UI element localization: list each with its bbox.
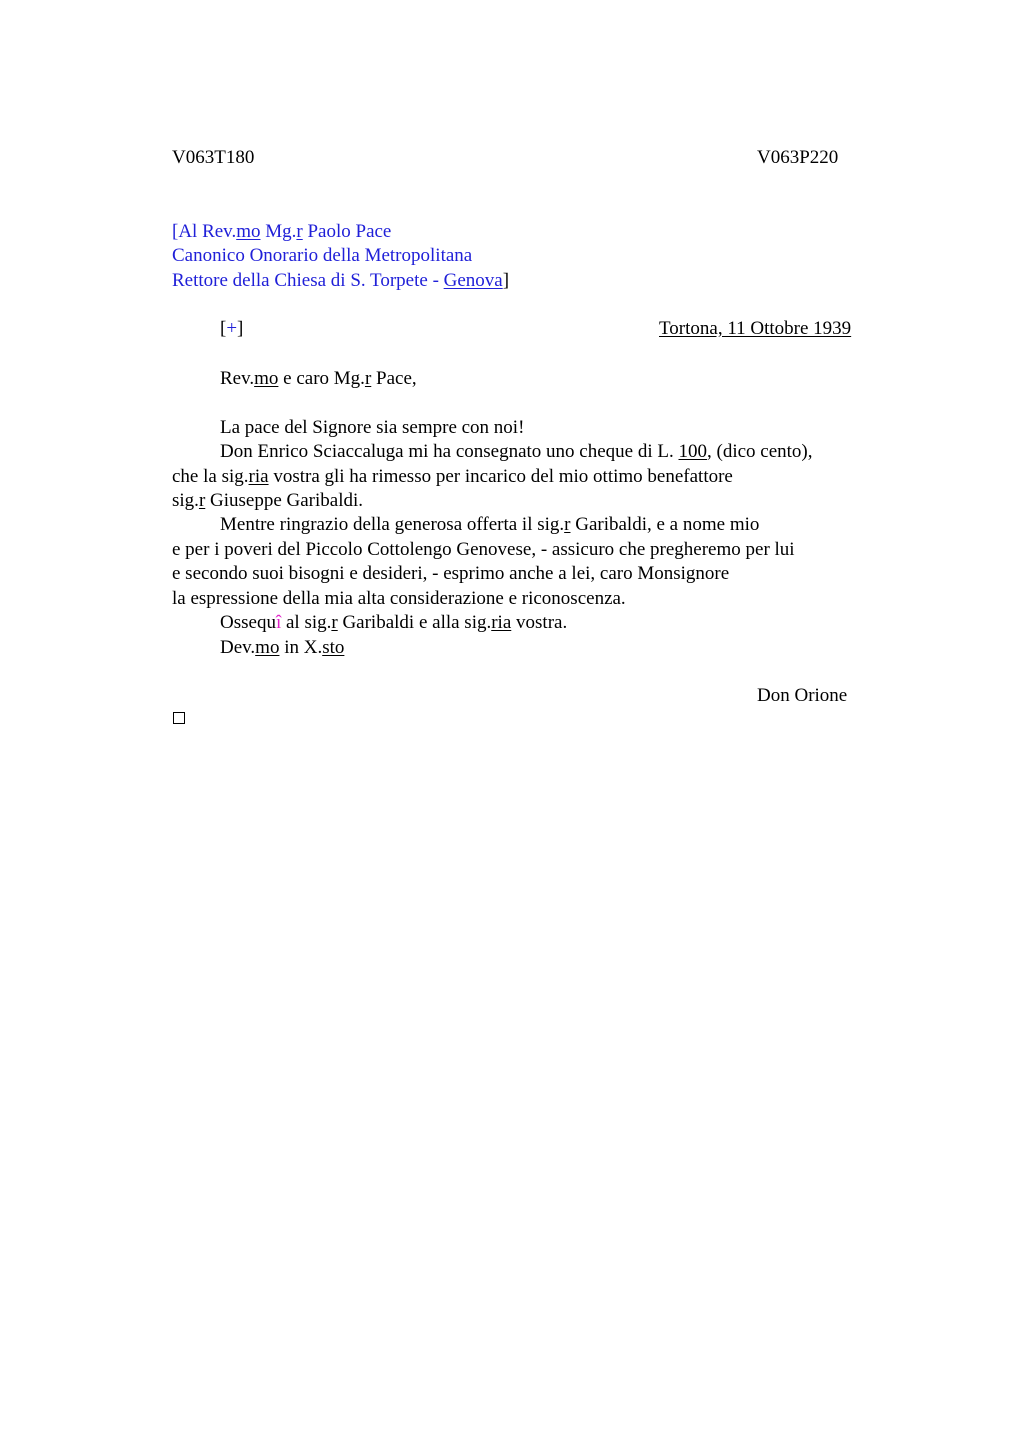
p2-l3-a: sig. (172, 490, 199, 511)
end-square-icon (173, 712, 185, 724)
address-line-3 (172, 269, 509, 293)
address-l1-r: r (296, 221, 303, 242)
p2-l1-amount: 100 (678, 441, 707, 462)
address-l3-close: ] (502, 270, 510, 291)
p2-l3-r: r (198, 490, 206, 511)
date-text: Tortona, 11 Ottobre 1939 (659, 318, 852, 339)
p2-l2-a: che la sig. (172, 466, 249, 487)
p4-b: al sig. (281, 612, 332, 633)
p2-l2-b: vostra gli ha rimesso per incarico del mio ottimo benefattore (268, 466, 733, 487)
p5-sto: sto (322, 637, 345, 658)
p5-mo: mo (255, 637, 280, 658)
salutation-c: e caro Mg. (278, 368, 365, 389)
p2-l1-a: Don Enrico Sciaccaluga mi ha consegnato uno cheque di L. (220, 441, 679, 462)
p3-l1-b: Garibaldi, e a nome mio (570, 514, 760, 535)
cross-mark (220, 317, 243, 341)
p4-c: Garibaldi e alla sig. (337, 612, 492, 633)
address-l1-end: Paolo Pace (302, 221, 392, 242)
left-code-text: V063T180 (172, 147, 255, 168)
p5-a: Dev. (220, 637, 256, 658)
address-l1-mid: Mg. (260, 221, 297, 242)
body-paragraph-4 (220, 611, 567, 635)
p4-a: Ossequ (220, 612, 276, 633)
salutation-b: mo (254, 368, 279, 389)
p1-text: La pace del Signore sia sempre con noi! (220, 417, 525, 438)
address-l3-city: Genova (443, 270, 503, 291)
closing-formula (220, 636, 344, 660)
p3-l4-text: la espressione della mia alta considerazione e riconoscenza. (172, 588, 626, 609)
p3-l2-text: e per i poveri del Piccolo Cottolengo Genovese, - assicuro che pregheremo per lui (172, 539, 795, 560)
body-p2-line-3 (172, 489, 363, 513)
p2-l3-b: Giuseppe Garibaldi. (205, 490, 364, 511)
signature-text: Don Orione (757, 685, 848, 706)
body-p3-line-1 (220, 513, 759, 537)
salutation-a: Rev. (220, 368, 255, 389)
document-code-right (757, 146, 838, 170)
letter-date (659, 317, 851, 341)
cross-plus: + (226, 318, 238, 339)
p5-b: in X. (279, 637, 323, 658)
p2-l1-b: , (dico cento), (707, 441, 813, 462)
body-p3-line-3 (172, 562, 729, 586)
p4-r: r (331, 612, 338, 633)
address-line-1 (172, 220, 391, 244)
body-paragraph-1 (220, 416, 524, 440)
address-line-2 (172, 244, 472, 268)
p3-l1-r: r (564, 514, 571, 535)
p3-l1-a: Mentre ringrazio della generosa offerta il sig. (220, 514, 565, 535)
signature (757, 684, 847, 708)
right-code-text: V063P220 (757, 147, 839, 168)
p4-d: vostra. (511, 612, 568, 633)
salutation (220, 367, 417, 391)
p2-l2-ria: ria (248, 466, 269, 487)
body-p2-line-1 (220, 440, 813, 464)
address-l1-open: [Al Rev. (172, 221, 237, 242)
salutation-d: r (364, 368, 372, 389)
address-l3-start: Rettore della Chiesa di S. Torpete - (172, 270, 444, 291)
body-p3-line-2 (172, 538, 795, 562)
salutation-e: Pace, (371, 368, 417, 389)
address-l2-text: Canonico Onorario della Metropolitana (172, 245, 473, 266)
document-code-left (172, 146, 254, 170)
p4-ria: ria (491, 612, 512, 633)
address-l1-mo: mo (236, 221, 261, 242)
body-p3-line-4 (172, 587, 626, 611)
p3-l3-text: e secondo suoi bisogni e desideri, - esprimo anche a lei, caro Monsignore (172, 563, 730, 584)
cross-close: ] (237, 318, 244, 339)
body-p2-line-2 (172, 465, 733, 489)
p4-correction: î (275, 612, 282, 633)
cross-open: [ (220, 318, 227, 339)
